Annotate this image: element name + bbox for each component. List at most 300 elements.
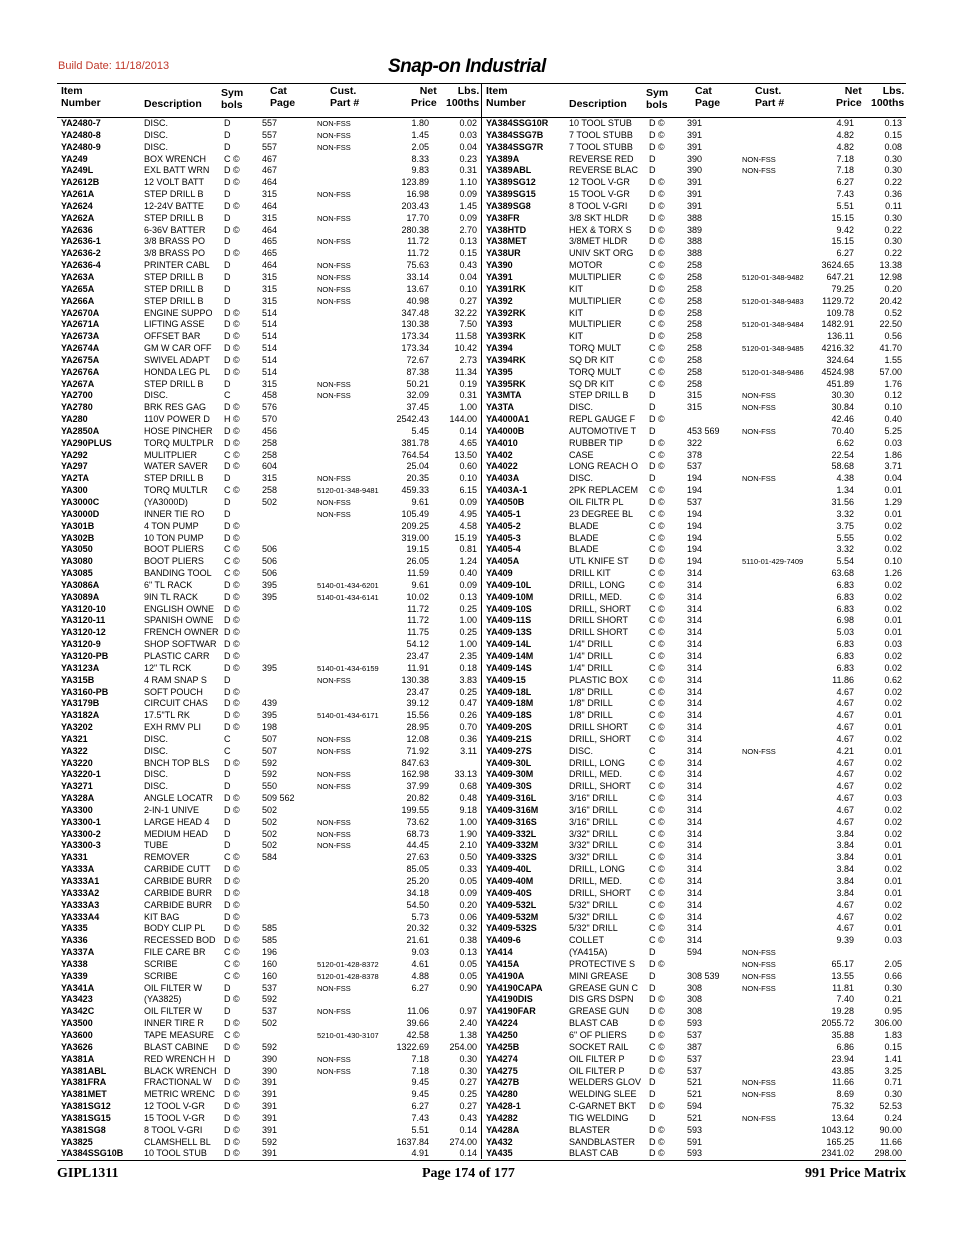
table-row bbox=[482, 1018, 906, 1030]
item-symbols: C © bbox=[649, 686, 665, 697]
item-symbols: D © bbox=[224, 165, 240, 176]
item-net-price: 11.06 bbox=[407, 1006, 429, 1017]
item-net-price: 6.27 bbox=[411, 1101, 429, 1112]
item-net-price: 9.83 bbox=[411, 165, 429, 176]
item-number: YA38HTD bbox=[486, 224, 527, 235]
item-number: YA4282 bbox=[486, 1112, 518, 1123]
item-weight: 0.11 bbox=[885, 200, 902, 211]
table-row bbox=[57, 722, 481, 734]
item-weight: 0.60 bbox=[459, 461, 477, 472]
item-weight: 2.05 bbox=[884, 958, 902, 969]
item-cat-page: 314 bbox=[687, 615, 703, 626]
table-row bbox=[57, 604, 481, 616]
item-number: YA393RK bbox=[486, 331, 526, 342]
item-number: YA381A bbox=[61, 1053, 95, 1064]
item-cat-page: 557 bbox=[262, 118, 278, 128]
item-cust-part: NON-FSS bbox=[742, 971, 776, 981]
item-description: 12 VOLT BATT bbox=[144, 177, 205, 188]
item-cust-part: NON-FSS bbox=[317, 1066, 351, 1076]
item-description: SWIVEL ADAPT bbox=[144, 354, 210, 365]
item-number: YA409-532S bbox=[486, 923, 537, 934]
item-number: YA409-332M bbox=[486, 840, 539, 851]
item-weight: 0.15 bbox=[459, 248, 477, 259]
item-description: STEP DRILL B bbox=[144, 189, 204, 200]
table-row bbox=[57, 912, 481, 924]
item-cat-page: 314 bbox=[687, 603, 703, 614]
item-description: 6" TL RACK bbox=[144, 579, 193, 590]
table-row bbox=[482, 615, 906, 627]
item-number: YA389ABL bbox=[486, 165, 532, 176]
item-cat-page: 592 bbox=[262, 757, 278, 768]
item-description: TORQ MULTLR bbox=[144, 485, 208, 496]
item-net-price: 2.05 bbox=[411, 141, 429, 152]
item-symbols: D © bbox=[224, 1101, 240, 1112]
item-description: STEP DRILL B bbox=[144, 271, 204, 282]
item-weight: 0.04 bbox=[884, 473, 902, 484]
item-cat-page: 395 bbox=[262, 579, 278, 590]
item-number: YA2624 bbox=[61, 200, 93, 211]
item-weight: 0.03 bbox=[884, 935, 902, 946]
item-symbols: C © bbox=[649, 627, 665, 638]
item-weight: 0.02 bbox=[884, 828, 902, 839]
item-symbols: D © bbox=[649, 1136, 665, 1147]
item-symbols: C © bbox=[649, 899, 665, 910]
table-row bbox=[57, 284, 481, 296]
item-symbols: D bbox=[224, 260, 231, 271]
item-net-price: 75.63 bbox=[406, 260, 429, 271]
item-symbols: D © bbox=[224, 698, 240, 709]
item-net-price: 31.56 bbox=[831, 497, 854, 507]
item-net-price: 130.38 bbox=[401, 319, 429, 330]
item-net-price: 9.39 bbox=[836, 935, 854, 946]
item-description: DRILL, LONG bbox=[569, 864, 626, 875]
item-cat-page: 315 bbox=[687, 390, 703, 401]
item-net-price: 26.05 bbox=[406, 556, 429, 567]
item-cat-page: 314 bbox=[687, 804, 703, 815]
item-number: YA414 bbox=[486, 947, 513, 958]
item-cust-part: NON-FSS bbox=[742, 474, 776, 484]
item-description: DIS GRS DSPN bbox=[569, 994, 634, 1005]
table-row bbox=[482, 379, 906, 391]
table-row bbox=[482, 260, 906, 272]
item-net-price: 4.67 bbox=[836, 757, 854, 768]
item-description: 3/16" DRILL bbox=[569, 816, 618, 827]
item-symbols: C © bbox=[649, 449, 665, 460]
item-symbols: C © bbox=[649, 722, 665, 733]
table-row bbox=[57, 248, 481, 260]
item-symbols: D bbox=[649, 982, 656, 993]
item-weight: 0.02 bbox=[884, 686, 902, 697]
table-row bbox=[57, 1113, 481, 1125]
table-row bbox=[482, 355, 906, 367]
item-description: MINI GREASE bbox=[569, 970, 629, 981]
item-description: C-GARNET BKT bbox=[569, 1101, 636, 1112]
item-description: BLAST CABINE bbox=[144, 1041, 209, 1052]
item-number: YA389A bbox=[486, 153, 520, 164]
table-row bbox=[57, 687, 481, 699]
table-row bbox=[482, 390, 906, 402]
item-symbols: D bbox=[224, 283, 231, 294]
item-number: YA403A-1 bbox=[486, 485, 528, 496]
item-net-price: 25.20 bbox=[406, 876, 429, 886]
item-number: YA2675A bbox=[61, 354, 100, 365]
item-weight: 0.02 bbox=[884, 911, 902, 922]
item-description: EXH RMV PLI bbox=[144, 722, 202, 733]
table-row bbox=[482, 450, 906, 462]
item-net-price: 4.67 bbox=[836, 722, 854, 733]
item-number: YA290PLUS bbox=[61, 437, 112, 448]
item-cat-page: 194 bbox=[687, 520, 703, 531]
item-description: RECESSED BOD bbox=[144, 935, 216, 946]
table-row bbox=[57, 485, 481, 497]
table-row bbox=[57, 130, 481, 142]
item-cat-page: 315 bbox=[262, 283, 278, 294]
item-net-price: 25.04 bbox=[406, 461, 429, 472]
item-cat-page: 537 bbox=[262, 1006, 278, 1017]
item-weight: 0.19 bbox=[459, 378, 477, 389]
item-description: 9IN TL RACK bbox=[144, 591, 199, 602]
item-cat-page: 258 bbox=[687, 283, 703, 294]
item-weight: 7.50 bbox=[459, 319, 477, 330]
item-net-price: 50.21 bbox=[406, 378, 429, 389]
item-weight: 0.40 bbox=[459, 568, 477, 579]
item-description: PLASTIC CARR bbox=[144, 650, 210, 661]
item-symbols: D © bbox=[224, 461, 240, 472]
item-symbols: D © bbox=[649, 1029, 665, 1040]
table-row bbox=[57, 864, 481, 876]
item-description: 1/4" DRILL bbox=[569, 650, 613, 661]
item-net-price: 73.62 bbox=[406, 816, 429, 827]
item-weight: 0.01 bbox=[884, 745, 902, 756]
item-net-price: 1.34 bbox=[836, 485, 854, 496]
item-cat-page: 395 bbox=[262, 591, 278, 602]
item-weight: 0.02 bbox=[884, 579, 902, 590]
item-number: YA3123A bbox=[61, 662, 100, 673]
item-description: 1/4" DRILL bbox=[569, 662, 613, 673]
item-net-price: 847.63 bbox=[401, 757, 429, 768]
item-symbols: C © bbox=[649, 864, 665, 875]
item-weight: 298.00 bbox=[874, 1148, 902, 1159]
item-cat-page: 258 bbox=[687, 271, 703, 282]
item-cat-page: 537 bbox=[687, 1065, 703, 1076]
item-number: YA3423 bbox=[61, 994, 93, 1005]
item-description: 7 TOOL STUBB bbox=[569, 141, 633, 152]
item-symbols: D bbox=[224, 129, 231, 140]
item-net-price: 85.05 bbox=[406, 864, 429, 875]
item-net-price: 17.70 bbox=[406, 212, 429, 223]
item-number: YA3MTA bbox=[486, 390, 522, 401]
item-description: STEP DRILL B bbox=[144, 473, 204, 484]
item-number: YA409-316S bbox=[486, 816, 537, 827]
item-weight: 0.30 bbox=[884, 165, 902, 176]
table-row bbox=[57, 213, 481, 225]
item-number: YA261A bbox=[61, 189, 95, 200]
item-number: YA409-532L bbox=[486, 899, 537, 910]
item-symbols: D © bbox=[649, 200, 665, 211]
item-number: YA3300 bbox=[61, 804, 93, 815]
item-description: 2-IN-1 UNIVE bbox=[144, 804, 200, 815]
item-weight: 0.22 bbox=[884, 177, 902, 188]
item-number: YA381MET bbox=[61, 1089, 107, 1100]
item-description: DRILL, SHORT bbox=[569, 733, 631, 744]
item-cust-part: NON-FSS bbox=[317, 391, 351, 401]
item-description: 1/4" DRILL bbox=[569, 639, 613, 650]
item-weight: 0.26 bbox=[459, 710, 477, 721]
table-row bbox=[482, 604, 906, 616]
item-weight: 0.25 bbox=[459, 686, 477, 697]
item-weight: 0.25 bbox=[459, 627, 477, 638]
item-cat-page: 258 bbox=[687, 343, 703, 354]
item-net-price: 451.89 bbox=[826, 378, 854, 389]
item-symbols: C © bbox=[649, 485, 665, 496]
item-cust-part: 5140-01-434-6171 bbox=[317, 711, 379, 721]
item-net-price: 1322.69 bbox=[396, 1041, 429, 1052]
item-number: YA263A bbox=[61, 271, 95, 282]
item-net-price: 3.84 bbox=[836, 852, 854, 863]
item-weight: 0.09 bbox=[459, 189, 477, 200]
item-symbols: C © bbox=[224, 153, 240, 164]
item-description: BNCH TOP BLS bbox=[144, 757, 210, 768]
item-symbols: C © bbox=[224, 556, 240, 567]
item-net-price: 9.45 bbox=[411, 1089, 429, 1100]
item-number: YA428-1 bbox=[486, 1101, 521, 1112]
item-net-price: 13.55 bbox=[831, 970, 854, 981]
item-weight: 0.02 bbox=[884, 899, 902, 910]
item-cat-page: 390 bbox=[687, 165, 703, 176]
table-row bbox=[482, 248, 906, 260]
item-net-price: 4.88 bbox=[411, 970, 429, 981]
item-weight: 0.31 bbox=[459, 165, 477, 176]
item-net-price: 10.02 bbox=[406, 591, 429, 602]
item-net-price: 173.34 bbox=[401, 331, 429, 342]
item-weight: 10.42 bbox=[454, 343, 477, 354]
item-net-price: 2341.02 bbox=[821, 1148, 854, 1159]
table-row bbox=[482, 177, 906, 189]
item-cat-page: 314 bbox=[687, 816, 703, 827]
item-number: YA3085 bbox=[61, 568, 93, 579]
item-weight: 0.15 bbox=[884, 129, 902, 140]
item-weight: 0.01 bbox=[884, 627, 902, 638]
item-cat-page: 550 bbox=[262, 781, 278, 792]
table-row bbox=[57, 414, 481, 426]
item-net-price: 11.72 bbox=[407, 603, 429, 614]
item-cust-part: NON-FSS bbox=[742, 959, 776, 969]
item-net-price: 35.88 bbox=[831, 1029, 854, 1040]
item-cat-page: 592 bbox=[262, 994, 278, 1005]
item-net-price: 19.15 bbox=[406, 544, 429, 555]
item-cat-page: 314 bbox=[687, 745, 703, 756]
item-cust-part: 5120-01-348-9482 bbox=[742, 272, 804, 282]
item-cat-page: 194 bbox=[687, 532, 703, 543]
item-cat-page: 314 bbox=[687, 639, 703, 650]
item-description: BANDING TOOL bbox=[144, 568, 212, 579]
item-cat-page: 391 bbox=[262, 1077, 278, 1088]
item-weight: 0.04 bbox=[459, 141, 477, 152]
item-number: YA394RK bbox=[486, 354, 526, 365]
item-net-price: 4.38 bbox=[836, 473, 854, 484]
item-description: 4 RAM SNAP S bbox=[144, 674, 207, 685]
item-number: YA2850A bbox=[61, 425, 100, 436]
item-cat-page: 592 bbox=[262, 1041, 278, 1052]
table-row bbox=[482, 331, 906, 343]
item-symbols: D bbox=[649, 473, 656, 484]
item-description: 12" TL RCK bbox=[144, 662, 192, 673]
item-number: YA432 bbox=[486, 1136, 513, 1147]
item-number: YA2TA bbox=[61, 473, 90, 484]
item-number: YA342C bbox=[61, 1006, 95, 1017]
item-cat-page: 387 bbox=[687, 1041, 703, 1052]
item-weight: 0.01 bbox=[884, 710, 902, 721]
item-number: YA2674A bbox=[61, 343, 100, 354]
item-weight: 0.48 bbox=[459, 793, 477, 804]
item-net-price: 109.78 bbox=[826, 307, 854, 318]
table-row bbox=[482, 758, 906, 770]
item-cat-page: 389 bbox=[687, 224, 703, 235]
item-net-price: 20.35 bbox=[406, 473, 429, 484]
item-cat-page: 315 bbox=[262, 271, 278, 282]
item-net-price: 3.32 bbox=[836, 544, 854, 555]
table-row bbox=[57, 994, 481, 1006]
table-row bbox=[57, 852, 481, 864]
item-description: EXL BATT WRN bbox=[144, 165, 210, 176]
item-description: 10 TON PUMP bbox=[144, 532, 204, 543]
item-number: YA409-14L bbox=[486, 639, 532, 650]
item-weight: 13.38 bbox=[879, 260, 902, 271]
item-description: REVERSE RED bbox=[569, 153, 634, 164]
item-cat-page: 514 bbox=[262, 307, 278, 318]
item-description: GM W CAR OFF bbox=[144, 343, 212, 354]
item-symbols: C © bbox=[649, 828, 665, 839]
item-cat-page: 258 bbox=[262, 437, 278, 448]
item-description: OIL FILTER W bbox=[144, 982, 203, 993]
table-row bbox=[57, 793, 481, 805]
item-description: AUTOMOTIVE T bbox=[569, 425, 637, 436]
item-number: YA338 bbox=[61, 958, 88, 969]
item-net-price: 4.82 bbox=[836, 129, 854, 140]
item-weight: 90.00 bbox=[879, 1124, 902, 1135]
item-cat-page: 258 bbox=[262, 449, 278, 460]
item-cat-page: 502 bbox=[262, 816, 278, 827]
item-net-price: 13.67 bbox=[406, 283, 429, 294]
item-cat-page: 196 bbox=[262, 947, 278, 958]
item-cat-page: 314 bbox=[687, 722, 703, 733]
item-net-price: 4524.98 bbox=[821, 366, 854, 377]
item-number: YA301B bbox=[61, 520, 95, 531]
item-description: INNER TIRE R bbox=[144, 1018, 204, 1029]
item-net-price: 28.95 bbox=[406, 722, 429, 733]
item-weight: 0.03 bbox=[884, 437, 902, 448]
item-net-price: 5.73 bbox=[411, 911, 429, 922]
item-description: KIT bbox=[569, 307, 584, 318]
item-symbols: D © bbox=[224, 804, 240, 815]
item-description: BOOT PLIERS bbox=[144, 556, 204, 567]
item-cust-part: NON-FSS bbox=[317, 829, 351, 839]
item-number: YA333A2 bbox=[61, 887, 100, 898]
item-number: YA3080 bbox=[61, 556, 93, 567]
item-cust-part: 5140-01-434-6159 bbox=[317, 663, 379, 673]
item-symbols: D bbox=[224, 271, 231, 282]
item-weight: 0.13 bbox=[459, 947, 477, 958]
item-cat-page: 314 bbox=[687, 757, 703, 768]
item-description: CARBIDE BURR bbox=[144, 899, 213, 910]
item-description: CASE bbox=[569, 449, 594, 460]
item-weight: 0.56 bbox=[884, 331, 902, 342]
table-row bbox=[57, 805, 481, 817]
item-number: YA409-14S bbox=[486, 662, 532, 673]
item-cat-page: 464 bbox=[262, 260, 278, 271]
item-cat-page: 537 bbox=[687, 1053, 703, 1064]
item-description: 23 DEGREE BL bbox=[569, 508, 634, 519]
item-cust-part: NON-FSS bbox=[742, 154, 776, 164]
table-row bbox=[57, 544, 481, 556]
item-symbols: D © bbox=[649, 414, 665, 425]
item-description: STEP DRILL B bbox=[144, 212, 204, 223]
item-description: KIT BAG bbox=[144, 911, 180, 922]
table-row bbox=[57, 888, 481, 900]
item-description: 3/8 BRASS PO bbox=[144, 236, 206, 247]
item-weight: 1.00 bbox=[459, 639, 477, 650]
item-cat-page: 593 bbox=[687, 1148, 703, 1159]
item-number: YA4190CAPA bbox=[486, 982, 543, 993]
item-cat-page: 604 bbox=[262, 461, 278, 472]
table-row bbox=[482, 959, 906, 971]
item-cat-page: 314 bbox=[687, 568, 703, 579]
table-row bbox=[482, 947, 906, 959]
table-row bbox=[482, 829, 906, 841]
item-symbols: D © bbox=[224, 591, 240, 602]
item-number: YA297 bbox=[61, 461, 88, 472]
item-symbols: D bbox=[649, 390, 656, 401]
item-description: RUBBER TIP bbox=[569, 437, 623, 448]
item-number: YA3000D bbox=[61, 508, 100, 519]
item-number: YA2480-9 bbox=[61, 141, 101, 152]
item-description: PLASTIC BOX bbox=[569, 674, 629, 685]
item-cat-page: 521 bbox=[687, 1112, 703, 1123]
table-row bbox=[57, 983, 481, 995]
item-symbols: C © bbox=[649, 757, 665, 768]
item-description: 5/32" DRILL bbox=[569, 923, 618, 934]
table-row bbox=[57, 509, 481, 521]
item-net-price: 75.32 bbox=[831, 1101, 854, 1112]
item-net-price: 5.51 bbox=[836, 200, 854, 211]
item-weight: 1.38 bbox=[459, 1029, 477, 1040]
item-weight: 0.08 bbox=[884, 141, 902, 152]
item-weight: 1.45 bbox=[459, 200, 477, 211]
item-weight: 0.02 bbox=[884, 603, 902, 614]
item-description: DRILL SHORT bbox=[569, 627, 629, 638]
item-net-price: 5.03 bbox=[836, 627, 854, 638]
item-weight: 0.30 bbox=[884, 982, 902, 993]
item-number: YA409-316L bbox=[486, 793, 537, 804]
item-symbols: D bbox=[224, 1053, 231, 1064]
item-description: METRIC WRENC bbox=[144, 1089, 215, 1100]
item-weight: 0.23 bbox=[459, 153, 477, 164]
item-net-price: 4.67 bbox=[836, 710, 854, 721]
item-number: YA4022 bbox=[486, 461, 518, 472]
item-symbols: C © bbox=[649, 568, 665, 579]
item-weight: 4.95 bbox=[459, 508, 477, 519]
item-symbols: D bbox=[224, 236, 231, 247]
table-row bbox=[57, 236, 481, 248]
item-cat-page: 378 bbox=[687, 449, 703, 460]
item-net-price: 3.84 bbox=[836, 887, 854, 898]
table-row bbox=[57, 142, 481, 154]
item-symbols: C © bbox=[224, 568, 240, 579]
item-number: YA405-2 bbox=[486, 520, 521, 531]
item-net-price: 6.27 bbox=[836, 248, 854, 259]
item-net-price: 4.21 bbox=[836, 745, 854, 756]
item-net-price: 4.91 bbox=[411, 1148, 429, 1159]
